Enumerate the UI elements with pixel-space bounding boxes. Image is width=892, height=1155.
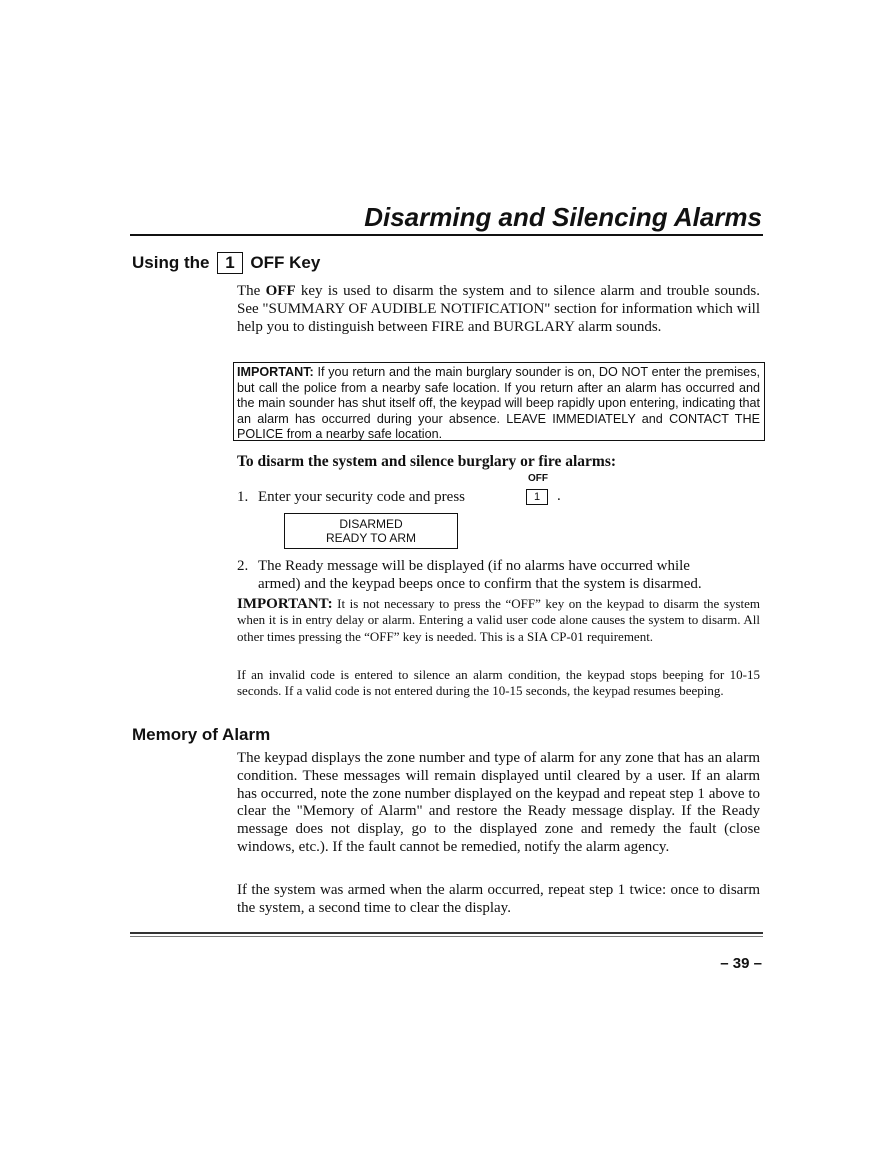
intro-paragraph (237, 283, 760, 336)
memory-paragraph-2: If the system was armed when the alarm occurred, repeat step 1 twice: once to disarm the system, a second time to clear the display. (237, 882, 760, 916)
page-title: Disarming and Silencing Alarms (364, 202, 762, 232)
intro-text-start: The (237, 283, 266, 299)
step2-number: 2. (237, 558, 249, 574)
disarm-subheading: To disarm the system and silence burglary or fire alarms: (237, 453, 617, 470)
step1-number: 1. (237, 489, 249, 505)
important-note-paragraph (237, 596, 760, 645)
important-label: IMPORTANT: (237, 365, 314, 379)
footer-rule (130, 932, 763, 934)
intro-text-rest: key is used to disarm the system and to silence alarm and trouble sounds. See "SUMMARY OF AUDIBLE NOTIFICATION" section for information which will help you to distinguish between FIRE and BURGLARY alarm sounds. (237, 283, 760, 335)
intro-bold-off: OFF (265, 283, 296, 299)
page-number: – 39 – (720, 955, 762, 972)
note-text: It is not necessary to press the “OFF” key on the keypad to disarm the system when it is in entry delay or alarm. Entering a valid user code alone causes the system to disarm. All other times pressing the “OFF” key is needed. This is a SIA CP-01 requirement. (237, 596, 760, 644)
step2-line-1: The Ready message will be displayed (if no alarms have occurred while (258, 558, 690, 574)
invalid-code-paragraph: If an invalid code is entered to silence an alarm condition, the keypad stops beeping for 10-15 seconds. If a valid code is not entered during the 10-15 seconds, the keypad resumes beeping. (237, 667, 760, 699)
important-warning-box (233, 362, 765, 441)
step1-period: . (557, 488, 561, 504)
heading-keycap: 1 (217, 252, 242, 274)
footer-rule-thin (130, 936, 763, 937)
section-heading-off-key (132, 252, 320, 274)
important-text: If you return and the main burglary sounder is on, DO NOT enter the premises, but call the police from a nearby safe location. If you return after an alarm has occurred and the main sounder has shut itself off, the keypad will beep rapidly upon entering, indicating that an alarm has occurred during your absence. LEAVE IMMEDIATELY and CONTACT THE POLICE from a nearby safe location. (237, 365, 760, 441)
step1-text: Enter your security code and press (258, 489, 466, 505)
title-rule (130, 234, 763, 236)
heading-prefix: Using the (132, 253, 210, 272)
section-heading-memory-of-alarm: Memory of Alarm (132, 725, 271, 744)
note-label: IMPORTANT: (237, 596, 333, 612)
keypad-display-box (284, 513, 458, 549)
step2-line-2: armed) and the keypad beeps once to confirm that the system is disarmed. (258, 576, 702, 592)
off-key-label: OFF (528, 473, 548, 484)
off-key-box: 1 (526, 489, 548, 505)
heading-suffix: OFF Key (250, 253, 321, 272)
memory-paragraph-1: The keypad displays the zone number and type of alarm for any zone that has an alarm condition. These messages will remain displayed until cleared by a user. If an alarm has occurred, note the zone number displayed on the keypad and repeat step 1 above to clear the "Memory of Alarm" and restore the Ready message display. If the Ready message does not display, go to the displayed zone and remedy the fault (close windows, etc.). If the fault cannot be remedied, notify the alarm agency. (237, 750, 760, 855)
display-line-2: READY TO ARM (325, 531, 417, 545)
display-line-1: DISARMED (339, 517, 403, 531)
